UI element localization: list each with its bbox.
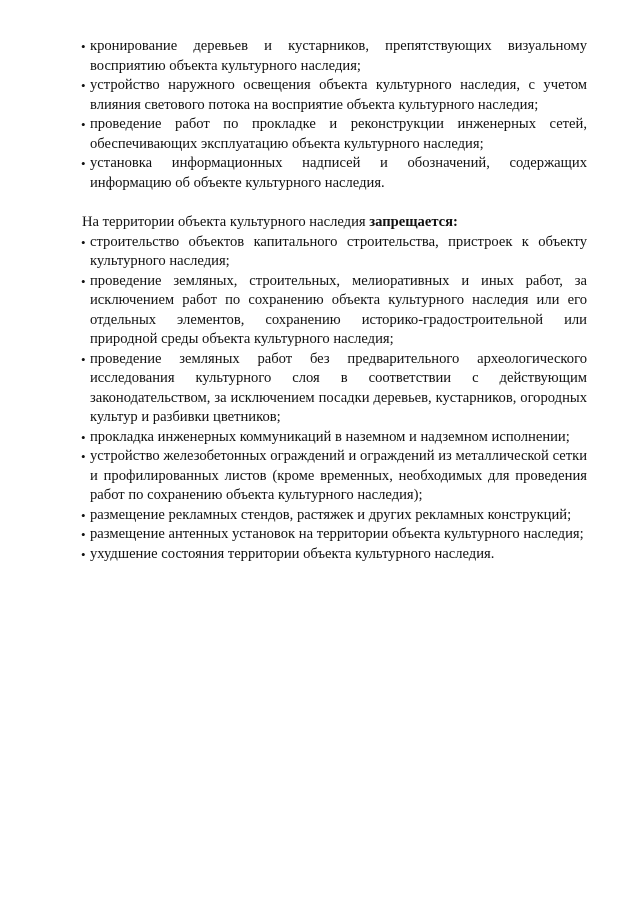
list-item: • проведение земляных, строительных, мелиоративных и иных работ, за исключением работ по сохранению объекта культурного наследия или его отдельных элементов, сохранению историко-градостроительной или природной среды объекта культурного наследия; xyxy=(82,272,587,350)
list-item: • проведение земляных работ без предварительного археологического исследования культурного слоя в соответствии с действующим законодательством, за исключением посадки деревьев, кустарников, огородных культур и разбивки цветников; xyxy=(82,350,587,428)
list-item: • проведение работ по прокладке и реконструкции инженерных сетей, обеспечивающих эксплуатацию объекта культурного наследия; xyxy=(82,115,587,154)
list-item: • ухудшение состояния территории объекта культурного наследия. xyxy=(82,545,587,565)
prohibited-works-list xyxy=(82,233,587,565)
paragraph-spacer xyxy=(82,193,587,213)
list-item: • установка информационных надписей и обозначений, содержащих информацию об объекте культурного наследия. xyxy=(82,154,587,193)
list-item: • устройство наружного освещения объекта культурного наследия, с учетом влияния светового потока на восприятие объекта культурного наследия; xyxy=(82,76,587,115)
list-item: • прокладка инженерных коммуникаций в наземном и надземном исполнении; xyxy=(82,428,587,448)
permitted-works-list xyxy=(82,37,587,193)
list-item: • кронирование деревьев и кустарников, препятствующих визуальному восприятию объекта культурного наследия; xyxy=(82,37,587,76)
intro-text: На территории объекта культурного наследия xyxy=(82,214,370,230)
list-item: • устройство железобетонных ограждений и ограждений из металлической сетки и профилированных листов (кроме временных, необходимых для проведения работ по сохранению объекта культурного наследия); xyxy=(82,447,587,506)
list-item: • размещение рекламных стендов, растяжек и других рекламных конструкций; xyxy=(82,506,587,526)
intro-bold-text: запрещается: xyxy=(369,214,458,230)
document-body xyxy=(82,37,587,564)
prohibition-intro xyxy=(82,213,587,233)
list-item: • строительство объектов капитального строительства, пристроек к объекту культурного наследия; xyxy=(82,233,587,272)
list-item: • размещение антенных установок на территории объекта культурного наследия; xyxy=(82,525,587,545)
